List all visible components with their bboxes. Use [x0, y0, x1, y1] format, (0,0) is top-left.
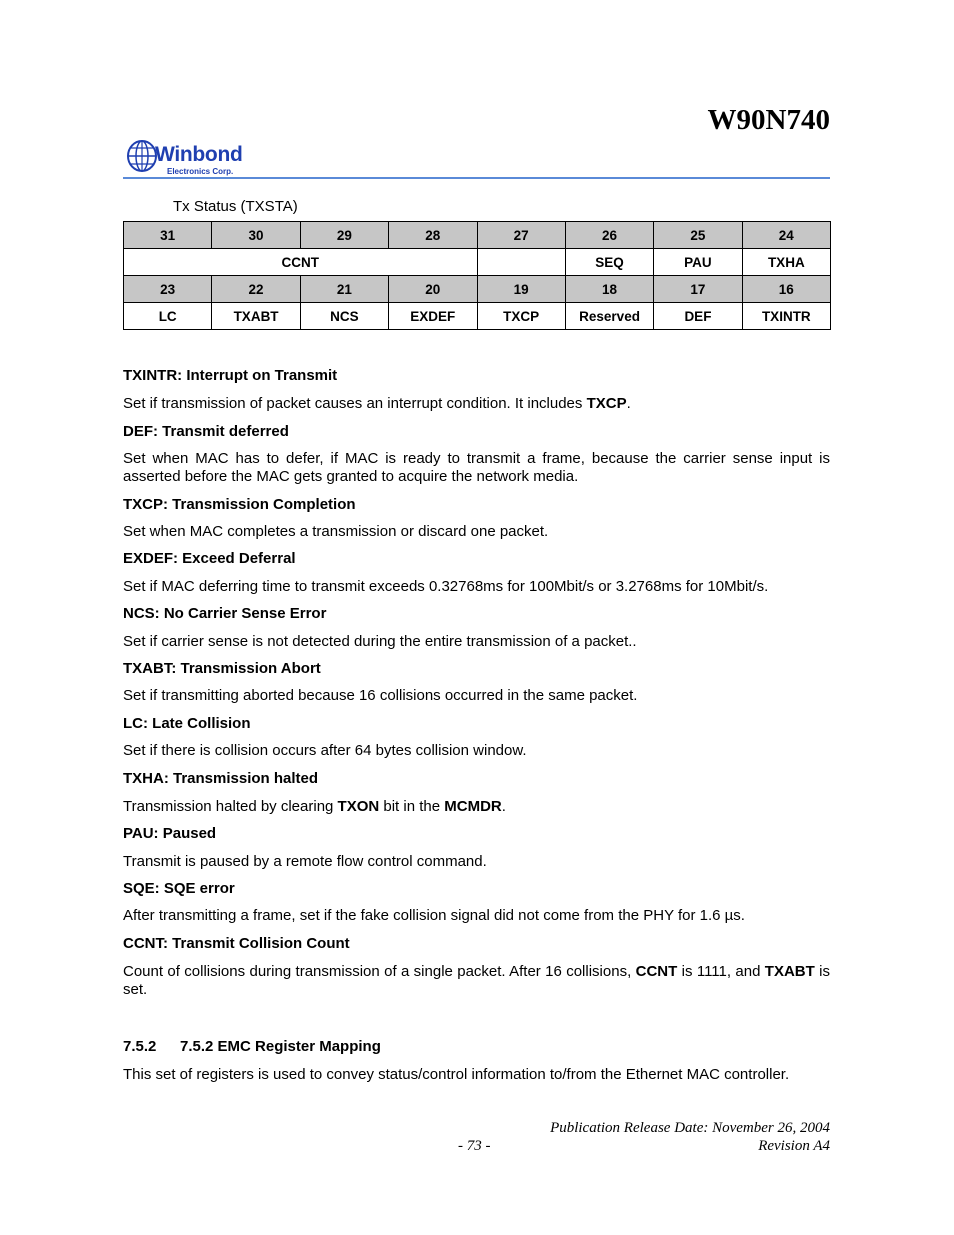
- bit-number: 17: [654, 276, 742, 303]
- bit-number-row: [124, 222, 831, 249]
- field-title-txintr: TXINTR: Interrupt on Transmit: [123, 367, 338, 384]
- bit-number: 23: [124, 276, 212, 303]
- footer-release-date: Publication Release Date: November 26, 2004: [550, 1120, 830, 1136]
- field-title-exdef: EXDEF: Exceed Deferral: [123, 550, 296, 567]
- bit-number: 28: [389, 222, 477, 249]
- footer-revision: Revision A4: [758, 1138, 830, 1154]
- field-title-txabt: TXABT: Transmission Abort: [123, 660, 321, 677]
- bit-number: 30: [212, 222, 300, 249]
- field-title-ncs: NCS: No Carrier Sense Error: [123, 605, 327, 622]
- bit-field-lc: LC: [124, 303, 212, 330]
- register-caption: Tx Status (TXSTA): [173, 198, 298, 215]
- bit-number: 16: [742, 276, 830, 303]
- field-desc-exdef: Set if MAC deferring time to transmit exceeds 0.32768ms for 100Mbit/s or 3.2768ms for 10Mbit/s.: [123, 578, 769, 595]
- bit-field-ccnt: CCNT: [124, 249, 478, 276]
- register-table: [123, 221, 831, 330]
- bit-field-empty: [477, 249, 565, 276]
- field-title-ccnt: CCNT: Transmit Collision Count: [123, 935, 350, 952]
- field-title-txha: TXHA: Transmission halted: [123, 770, 319, 787]
- bit-number: 18: [565, 276, 653, 303]
- bit-number: 20: [389, 276, 477, 303]
- bit-field-txintr: TXINTR: [742, 303, 830, 330]
- field-desc-def: Set when MAC has to defer, if MAC is ready to transmit a frame, because the carrier sense input is asserted before the MAC gets granted to acquire the network media.: [123, 450, 830, 485]
- bit-field-txha: TXHA: [742, 249, 830, 276]
- bit-number: 22: [212, 276, 300, 303]
- bit-field-txabt: TXABT: [212, 303, 300, 330]
- field-title-def: DEF: Transmit deferred: [123, 423, 289, 440]
- bit-number: 26: [565, 222, 653, 249]
- desc-text: bit in the: [379, 798, 445, 815]
- field-title-pau: PAU: Paused: [123, 825, 217, 842]
- bit-number: 27: [477, 222, 565, 249]
- desc-text: is set.: [123, 963, 830, 998]
- bit-field-def: DEF: [654, 303, 742, 330]
- section-heading: [123, 1038, 381, 1055]
- field-desc-txabt: Set if transmitting aborted because 16 collisions occurred in the same packet.: [123, 687, 638, 704]
- header-divider: [123, 177, 830, 179]
- field-title-lc: LC: Late Collision: [123, 715, 251, 732]
- bit-number: 21: [300, 276, 388, 303]
- section-intro: This set of registers is used to convey status/control information to/from the Ethernet MAC controller.: [123, 1066, 790, 1083]
- bit-number: 29: [300, 222, 388, 249]
- bit-name-row: [124, 249, 831, 276]
- bit-number-row: [124, 276, 831, 303]
- bit-number: 31: [124, 222, 212, 249]
- desc-text: .: [626, 395, 631, 412]
- bit-number: 19: [477, 276, 565, 303]
- bit-field-seq: SEQ: [565, 249, 653, 276]
- desc-bold: TXCP: [586, 395, 627, 412]
- globe-icon: [125, 138, 159, 178]
- field-desc-txintr: [123, 395, 830, 413]
- desc-text: .: [501, 798, 506, 815]
- section-title: 7.5.2 EMC Register Mapping: [180, 1038, 381, 1055]
- field-desc-sqe: After transmitting a frame, set if the fake collision signal did not come from the PHY for 1.6 µs.: [123, 907, 745, 924]
- footer-page-number: - 73 -: [458, 1138, 491, 1154]
- logo-wordmark: Winbond: [155, 143, 243, 166]
- bit-number: 24: [742, 222, 830, 249]
- bit-field-reserved: Reserved: [565, 303, 653, 330]
- document-title: W90N740: [707, 104, 830, 136]
- desc-bold: TXABT: [764, 963, 815, 980]
- bit-number: 25: [654, 222, 742, 249]
- field-title-sqe: SQE: SQE error: [123, 880, 235, 897]
- field-desc-txha: [123, 798, 830, 816]
- logo-subtitle: Electronics Corp.: [167, 167, 234, 176]
- desc-text: Set if transmission of packet causes an interrupt condition. It includes: [123, 395, 587, 412]
- field-desc-ncs: Set if carrier sense is not detected during the entire transmission of a packet..: [123, 633, 637, 650]
- desc-text: is 1111, and: [677, 963, 765, 980]
- field-desc-txcp: Set when MAC completes a transmission or discard one packet.: [123, 523, 549, 540]
- winbond-logo: [125, 138, 255, 178]
- bit-field-pau: PAU: [654, 249, 742, 276]
- section-number: 7.5.2: [123, 1038, 157, 1055]
- bit-name-row: [124, 303, 831, 330]
- field-desc-lc: Set if there is collision occurs after 64 bytes collision window.: [123, 742, 527, 759]
- bit-field-txcp: TXCP: [477, 303, 565, 330]
- desc-text: Transmission halted by clearing: [123, 798, 338, 815]
- bit-field-ncs: NCS: [300, 303, 388, 330]
- desc-text: Count of collisions during transmission of a single packet. After 16 collisions,: [123, 963, 636, 980]
- bit-field-exdef: EXDEF: [389, 303, 477, 330]
- field-desc-pau: Transmit is paused by a remote flow control command.: [123, 853, 487, 870]
- field-desc-ccnt: [123, 963, 830, 999]
- desc-bold: TXON: [337, 798, 380, 815]
- desc-bold: MCMDR: [444, 798, 502, 815]
- desc-bold: CCNT: [635, 963, 678, 980]
- field-title-txcp: TXCP: Transmission Completion: [123, 496, 356, 513]
